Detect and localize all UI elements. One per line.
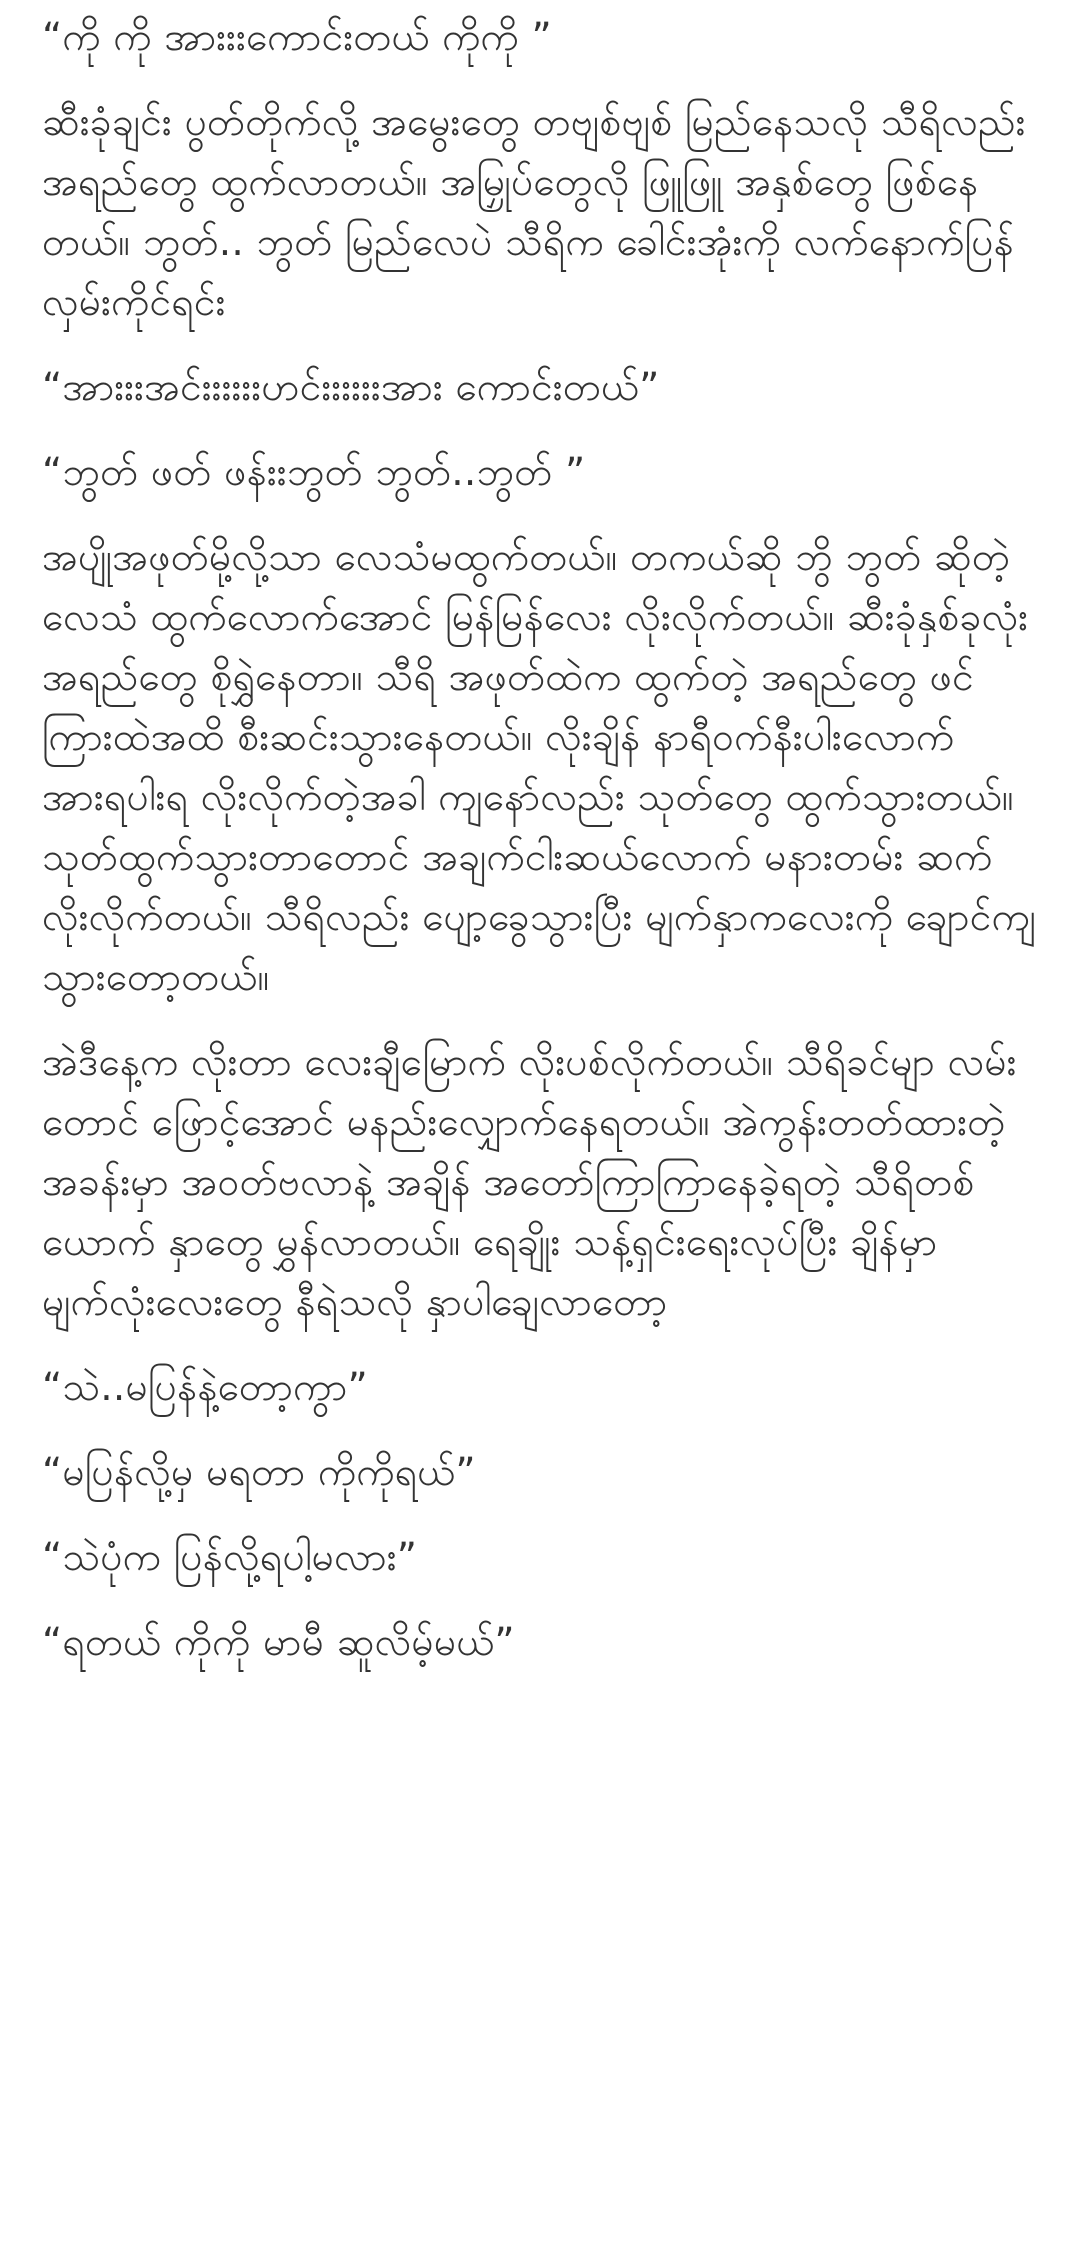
dialogue-paragraph: “ဘွတ် ဖတ် ဖန်းးဘွတ် ဘွတ်..ဘွတ် ” bbox=[42, 450, 586, 495]
narrative-paragraph: အဲဒီနေ့က လိုးတာ လေးချီမြောက် လိုးပစ်လိုက်တယ်။ သီရိခင်မျာ လမ်းတောင် ဖြောင့်အောင် မနည်းလျှောက်နေရတယ်။ အဲကွန်းတတ်ထားတဲ့ အခန်းမှာ အဝတ်ဗလာနဲ့ အချိန် အတော်ကြာကြာနေခဲ့ရတဲ့ သီရိတစ်ယောက် နှာတွေ မွှန်လာတယ်။ ရေချိုး သန့်ရှင်းရေးလုပ်ပြီး ချိန်မှာ မျက်လုံးလေးတွေ နီရဲသလို နှာပါချေလာတော့ bbox=[42, 1040, 1017, 1325]
narrative-paragraph: အပျိုအဖုတ်မို့လို့သာ လေသံမထွက်တယ်။ တကယ်ဆို ဘွိ ဘွတ် ဆိုတဲ့ လေသံ ထွက်လောက်အောင် မြန်မြန်လေး လိုးလိုက်တယ်။ ဆီးခုံနှစ်ခုလုံး အရည်တွေ စိုရွှဲနေတာ။ သီရိ အဖုတ်ထဲက ထွက်တဲ့ အရည်တွေ ဖင်ကြားထဲအထိ စီးဆင်းသွားနေတယ်။ လိုးချိန် နာရီဝက်နီးပါးလောက် အားရပါးရ လိုးလိုက်တဲ့အခါ ကျနော်လည်း သုတ်တွေ ထွက်သွားတယ်။ သုတ်ထွက်သွားတာတောင် အချက်ငါးဆယ်လောက် မနားတမ်း ဆက်လိုးလိုက်တယ်။ သီရိလည်း ပျော့ခွေသွားပြီး မျက်နှာကလေးကို ချောင်ကျသွားတော့တယ်။ bbox=[42, 535, 1037, 1000]
narrative-paragraph: ဆီးခုံချင်း ပွတ်တိုက်လို့ အမွေးတွေ တဗျစ်ဗျစ် မြည်နေသလို သီရိလည်း အရည်တွေ ထွက်လာတယ်။ အမြှုပ်တွေလို ဖြူဖြူ အနှစ်တွေ ဖြစ်နေတယ်။ ဘွတ်.. ဘွတ် မြည်လေပဲ သီရိက ခေါင်းအုံးကို လက်နောက်ပြန်လှမ်းကိုင်ရင်း bbox=[42, 100, 1026, 325]
dialogue-paragraph: “မပြန်လို့မှ မရတာ ကိုကိုရယ်” bbox=[42, 1450, 476, 1495]
dialogue-paragraph: “သဲပုံက ပြန်လို့ရပါ့မလား” bbox=[42, 1535, 418, 1580]
dialogue-paragraph: “ကို ကို အားးးကောင်းတယ် ကိုကို ” bbox=[42, 15, 552, 60]
dialogue-paragraph: “သဲ..မပြန်နဲ့တော့ကွာ” bbox=[42, 1365, 368, 1410]
dialogue-paragraph: “ရတယ် ကိုကို မာမီ ဆူလိမ့်မယ်” bbox=[42, 1620, 515, 1665]
dialogue-paragraph: “အားးးအင်းးးးးးဟင်းးးးးးအား ကောင်းတယ်” bbox=[42, 365, 660, 410]
